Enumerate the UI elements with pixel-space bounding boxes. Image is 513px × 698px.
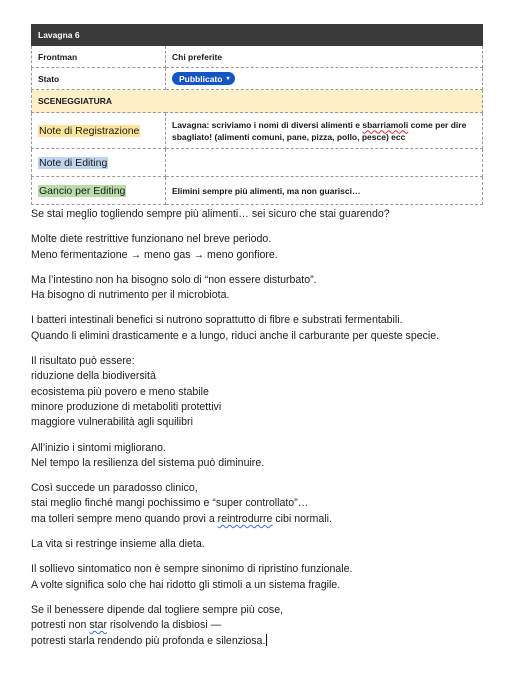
status-badge-label: Pubblicato bbox=[179, 73, 223, 84]
hook-label: Gancio per Editing bbox=[39, 184, 126, 197]
paragraph bbox=[31, 603, 491, 649]
hook-value[interactable]: Elimini sempre più alimenti, ma non guarisci… bbox=[166, 177, 483, 205]
text-line: Quando li elimini drasticamente e a lungo, riduci anche il carburante per queste specie. bbox=[31, 329, 440, 342]
text-line: ma tolleri sempre meno quando provi a bbox=[31, 512, 218, 525]
script-info-table bbox=[31, 24, 483, 205]
frontman-label: Frontman bbox=[32, 46, 166, 68]
text-line: Il risultato può essere: bbox=[31, 355, 135, 368]
table-row bbox=[32, 177, 483, 205]
reg-value-text-a: Lavagna: scriviamo i nomi di diversi alimenti e bbox=[172, 119, 363, 130]
paragraph bbox=[31, 562, 491, 593]
table-row bbox=[32, 90, 483, 113]
chevron-down-icon: ▾ bbox=[226, 75, 230, 82]
edit-label-cell bbox=[32, 149, 166, 177]
text-line: ecosistema più povero e meno stabile bbox=[31, 385, 209, 398]
text-line: riduzione della biodiversità bbox=[31, 370, 156, 383]
text-line: Se stai meglio togliendo sempre più alimenti… sei sicuro che stai guarendo? bbox=[31, 208, 390, 220]
script-body[interactable] bbox=[31, 207, 491, 659]
text-line: All’inizio i sintomi migliorano. bbox=[31, 441, 166, 454]
text-line: Ma l’intestino non ha bisogno solo di “non essere disturbato”. bbox=[31, 273, 317, 286]
table-row bbox=[32, 149, 483, 177]
text-line: Se il benessere dipende dal togliere sempre più cose, bbox=[31, 603, 284, 616]
table-row bbox=[32, 46, 483, 68]
paragraph bbox=[31, 232, 491, 263]
text-line: La vita si restringe insieme alla dieta. bbox=[31, 538, 205, 551]
reg-label-cell bbox=[32, 113, 166, 149]
table-header-row bbox=[32, 25, 483, 46]
table-row bbox=[32, 68, 483, 90]
edit-label: Note di Editing bbox=[39, 156, 108, 169]
status-badge[interactable] bbox=[172, 72, 235, 85]
text-line: A volte significa solo che hai ridotto gli stimoli a un sistema fragile. bbox=[31, 578, 341, 591]
table-row bbox=[32, 113, 483, 149]
reg-value[interactable] bbox=[166, 113, 483, 149]
text-line: potresti non bbox=[31, 619, 90, 632]
paragraph bbox=[31, 273, 491, 304]
hook-label-cell bbox=[32, 177, 166, 205]
text-line: minore produzione di metaboliti protettivi bbox=[31, 400, 222, 413]
table-title: Lavagna 6 bbox=[32, 25, 483, 46]
reg-value-misspelled: sbarriamoli bbox=[362, 119, 409, 130]
reg-label: Note di Registrazione bbox=[39, 124, 140, 137]
paragraph bbox=[31, 354, 491, 430]
edit-value[interactable] bbox=[166, 149, 483, 177]
text-line: Molte diete restrittive funzionano nel breve periodo. bbox=[31, 233, 272, 246]
paragraph bbox=[31, 537, 491, 552]
reg-value-text-b: come per dire sbagliato! (alimenti comuni, pane, pizza, pollo, pesce) ecc bbox=[172, 119, 467, 142]
section-heading: SCENEGGIATURA bbox=[32, 90, 483, 113]
text-line: potresti starla rendendo più profonda e silenziosa. bbox=[31, 634, 266, 647]
paragraph bbox=[31, 481, 491, 527]
text-line: Così succede un paradosso clinico, bbox=[31, 482, 198, 495]
text-line: Meno fermentazione → meno gas → meno gonfiore. bbox=[31, 248, 278, 261]
text-line: cibi normali. bbox=[272, 512, 332, 525]
stato-cell bbox=[166, 68, 483, 90]
text-line: I batteri intestinali benefici si nutrono soprattutto di fibre e substrati fermentabili. bbox=[31, 314, 403, 327]
text-line: risolvendo la disbiosi — bbox=[106, 619, 222, 632]
text-line: Ha bisogno di nutrimento per il microbiota. bbox=[31, 289, 230, 302]
text-cursor bbox=[266, 634, 267, 646]
spellcheck-word: star bbox=[89, 619, 107, 632]
text-line: stai meglio finché mangi pochissimo e “super controllato”… bbox=[31, 497, 309, 510]
paragraph bbox=[31, 313, 491, 344]
text-line: Nel tempo la resilienza del sistema può diminuire. bbox=[31, 456, 265, 469]
paragraph bbox=[31, 207, 491, 222]
frontman-value[interactable]: Chi preferite bbox=[166, 46, 483, 68]
spellcheck-word: reintrodurre bbox=[217, 512, 273, 525]
text-line: maggiore vulnerabilità agli squilibri bbox=[31, 416, 193, 429]
paragraph bbox=[31, 441, 491, 472]
text-line: Il sollievo sintomatico non è sempre sinonimo di ripristino funzionale. bbox=[31, 563, 353, 576]
stato-label: Stato bbox=[32, 68, 166, 90]
